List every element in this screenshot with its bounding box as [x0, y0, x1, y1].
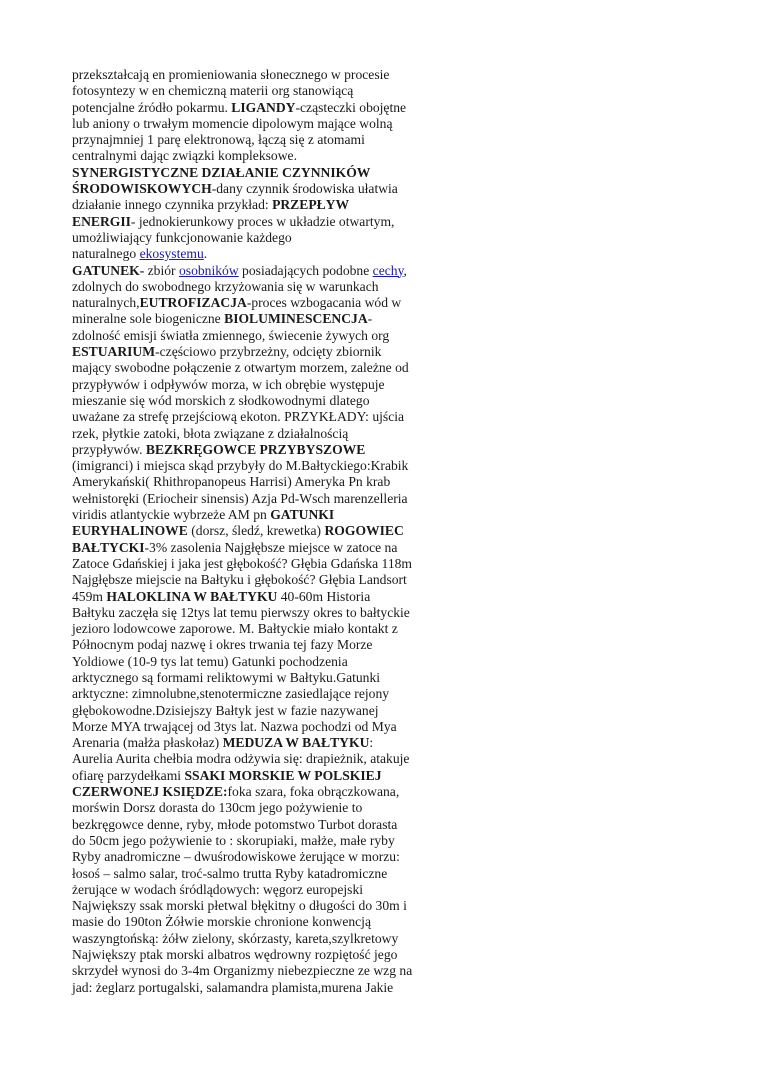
text-line	[72, 735, 432, 751]
text-run: .	[203, 246, 208, 262]
text-line	[72, 295, 432, 311]
text-run: fotosyntezy w en chemiczną materii org stanowiącą	[72, 83, 354, 99]
text-line	[72, 165, 432, 181]
bold-term: SSAKI MORSKIE W POLSKIEJ	[184, 767, 382, 783]
text-run: przypływów.	[72, 441, 146, 457]
text-run: żerujące w wodach śródlądowych: węgorz europejski	[72, 881, 364, 897]
bold-term: BEZKRĘGOWCE PRZYBYSZOWE	[145, 441, 366, 457]
text-line	[72, 328, 432, 344]
text-run: viridis atlantyckie wybrzeże AM pn	[72, 507, 271, 523]
text-line	[72, 882, 432, 898]
text-run: zbiór	[144, 262, 179, 278]
text-line	[72, 898, 432, 914]
text-line	[72, 279, 432, 295]
text-line	[72, 246, 432, 262]
text-line	[72, 784, 432, 800]
text-run: -częściowo przybrzeżny, odcięty zbiornik	[155, 344, 382, 360]
text-run: zdolnych do swobodnego krzyżowania się w warunkach	[72, 278, 379, 294]
document-page	[72, 67, 432, 996]
text-line	[72, 116, 432, 132]
text-line	[72, 263, 432, 279]
text-run: łosoś – salmo salar, troć-salmo trutta Ryby katadromiczne	[72, 865, 388, 881]
text-run: foka szara, foka obrączkowana,	[227, 784, 400, 800]
text-line	[72, 426, 432, 442]
text-run: lub aniony o trwałym momencie dipolowym mające wolną	[72, 115, 393, 131]
text-line	[72, 100, 432, 116]
text-run: Największy ptak morski albatros wędrowny rozpiętość jego	[72, 947, 398, 963]
text-run: głębokowodne.Dzisiejszy Bałtyk jest w fazie nazywanej	[72, 702, 379, 718]
text-line	[72, 637, 432, 653]
text-run: -dany czynnik środowiska ułatwia	[211, 181, 398, 197]
text-line	[72, 83, 432, 99]
text-line	[72, 947, 432, 963]
text-line	[72, 344, 432, 360]
text-run: zdolność emisji światła zmiennego, świecenie żywych org	[72, 327, 390, 343]
text-run: bezkręgowce denne, ryby, młode potomstwo Turbot dorasta	[72, 816, 398, 832]
text-run: ofiarę parzydełkami	[72, 767, 185, 783]
text-run: arktycznego są formami reliktowymi w Bałtyku.Gatunki	[72, 669, 381, 685]
text-line	[72, 393, 432, 409]
text-run: Aurelia Aurita chełbia modra odżywia się: drapieżnik, atakuje	[72, 751, 410, 767]
text-line	[72, 491, 432, 507]
text-run: -cząsteczki obojętne	[295, 99, 407, 115]
text-run: naturalnego	[72, 246, 140, 262]
text-line	[72, 67, 432, 83]
text-run: -	[367, 311, 373, 327]
text-run: przekształcają en promieniowania słonecznego w procesie	[72, 67, 390, 82]
text-line	[72, 980, 432, 996]
bold-term: LIGANDY	[231, 99, 296, 115]
text-line	[72, 833, 432, 849]
text-line	[72, 442, 432, 458]
text-line	[72, 605, 432, 621]
bold-term: GATUNKI	[270, 507, 335, 523]
text-run: masie do 190ton Żółwie morskie chronione konwencją	[72, 914, 371, 930]
text-run: naturalnych,	[72, 295, 140, 311]
text-run: jad: żeglarz portugalski, salamandra plamista,murena Jakie	[72, 979, 394, 995]
hyperlink[interactable]: ekosystemu	[139, 246, 204, 262]
text-line	[72, 556, 432, 572]
bold-term: ŚRODOWISKOWYCH	[72, 181, 212, 197]
text-line	[72, 849, 432, 865]
text-run: -3% zasolenia Najgłębsze miejsce w zatoce na	[144, 539, 398, 555]
text-line	[72, 751, 432, 767]
text-run: Zatoce Gdańskiej i jaka jest głębokość? Głębia Gdańska 118m	[72, 555, 412, 571]
text-line	[72, 589, 432, 605]
text-run: centralnymi dając związki kompleksowe.	[72, 148, 297, 164]
text-run: mieszanie się wód morskich z słodkowodnymi dlatego	[72, 392, 370, 408]
text-run: przynajmniej 1 parę elektronową, łączą się z atomami	[72, 132, 365, 148]
text-run: -proces wzbogacania wód w	[246, 295, 402, 311]
text-run: Yoldiowe (10-9 tys lat temu) Gatunki pochodzenia	[72, 653, 348, 669]
text-line	[72, 214, 432, 230]
text-run: arktyczne: zimnolubne,stenotermiczne zasiedlające rejony	[72, 686, 390, 702]
text-line	[72, 963, 432, 979]
text-line	[72, 866, 432, 882]
bold-term: BAŁTYCKI	[72, 539, 145, 555]
bold-term: SYNERGISTYCZNE DZIAŁANIE CZYNNIKÓW	[72, 164, 371, 180]
text-run: posiadających podobne	[238, 262, 373, 278]
text-line	[72, 572, 432, 588]
text-line	[72, 540, 432, 556]
text-line	[72, 768, 432, 784]
text-run: ,	[403, 262, 407, 278]
text-line	[72, 181, 432, 197]
text-run: umożliwiający funkcjonowanie każdego	[72, 229, 292, 245]
bold-term: EUTROFIZACJA	[139, 295, 247, 311]
bold-term: ENERGII	[72, 213, 131, 229]
text-run: potencjalne źródło pokarmu.	[72, 99, 232, 115]
text-run: przypływów i odpływów morza, w ich obrębie występuje	[72, 376, 385, 392]
text-run: 459m	[72, 588, 107, 604]
bold-term: HALOKLINA W BAŁTYKU	[106, 588, 278, 604]
bold-term: BIOLUMINESCENCJA	[224, 311, 368, 327]
text-line	[72, 931, 432, 947]
text-line	[72, 523, 432, 539]
text-run: Najgłębsze miejscie na Bałtyku i głębokość? Głębia Landsort	[72, 572, 407, 588]
bold-term: MEDUZA W BAŁTYKU	[222, 735, 370, 751]
text-line	[72, 670, 432, 686]
text-run: Największy ssak morski płetwal błękitny o długości do 30m i	[72, 898, 407, 914]
text-run: morświn Dorsz dorasta do 130cm jego pożywienie to	[72, 800, 363, 816]
text-run: jezioro lodowcowe zaporowe. M. Bałtyckie miało kontakt z	[72, 621, 398, 637]
text-line	[72, 621, 432, 637]
text-line	[72, 914, 432, 930]
text-line	[72, 311, 432, 327]
text-line	[72, 230, 432, 246]
bold-term: CZERWONEJ KSIĘDZE:	[72, 784, 228, 800]
bold-term: EURYHALINOWE	[72, 523, 188, 539]
bold-term: ROGOWIEC	[324, 523, 404, 539]
text-run: skrzydeł wynosi do 3-4m Organizmy niebezpieczne ze wzg na	[72, 963, 413, 979]
text-line	[72, 800, 432, 816]
text-run: - jednokierunkowy proces w układzie otwartym,	[130, 213, 395, 229]
text-run: wełnistoręki (Eriocheir sinensis) Azja Pd-Wsch marenzelleria	[72, 490, 408, 506]
hyperlink[interactable]: cechy	[372, 262, 404, 278]
text-line	[72, 474, 432, 490]
text-run: Morze MYA trwającej od 3tys lat. Nazwa pochodzi od Mya	[72, 718, 397, 734]
bold-term: GATUNEK-	[72, 262, 145, 278]
text-run: uważane za strefę przejściową ekoton. PRZYKŁADY: ujścia	[72, 409, 405, 425]
text-run: Amerykański( Rhithropanopeus Harrisi) Ameryka Pn krab	[72, 474, 391, 490]
text-line	[72, 409, 432, 425]
text-run: rzek, płytkie zatoki, błota związane z działalnością	[72, 425, 349, 441]
text-run: 40-60m Historia	[277, 588, 371, 604]
text-line	[72, 703, 432, 719]
text-line	[72, 197, 432, 213]
text-line	[72, 654, 432, 670]
text-run: do 50cm jego pożywienie to : skorupiaki, małże, małe ryby	[72, 832, 395, 848]
text-line	[72, 507, 432, 523]
text-line	[72, 148, 432, 164]
text-run: Arenaria (małża płaskołaz)	[72, 735, 223, 751]
bold-term: PRZEPŁYW	[272, 197, 350, 213]
text-run: (dorsz, śledź, krewetka)	[187, 523, 325, 539]
text-line	[72, 458, 432, 474]
text-run: (imigranci) i miejsca skąd przybyły do M.Bałtyckiego:Krabik	[72, 458, 409, 474]
text-run: Bałtyku zaczęła się 12tys lat temu pierwszy okres to bałtyckie	[72, 604, 410, 620]
text-line	[72, 377, 432, 393]
text-line	[72, 360, 432, 376]
text-run: działanie innego czynnika przykład:	[72, 197, 273, 213]
text-line	[72, 132, 432, 148]
text-line	[72, 817, 432, 833]
text-run: :	[369, 735, 374, 751]
text-run: Ryby anadromiczne – dwuśrodowiskowe żerujące w morzu:	[72, 849, 400, 865]
hyperlink[interactable]: osobników	[178, 262, 239, 278]
bold-term: ESTUARIUM	[72, 344, 156, 360]
text-run: mający swobodne połączenie z otwartym morzem, zależne od	[72, 360, 409, 376]
text-run: mineralne sole biogeniczne	[72, 311, 225, 327]
text-line	[72, 719, 432, 735]
text-line	[72, 686, 432, 702]
text-run: Północnym podaj nazwę i okres trwania tej fazy Morze	[72, 637, 373, 653]
text-run: waszyngtońską: żółw zielony, skórzasty, kareta,szylkretowy	[72, 930, 399, 946]
